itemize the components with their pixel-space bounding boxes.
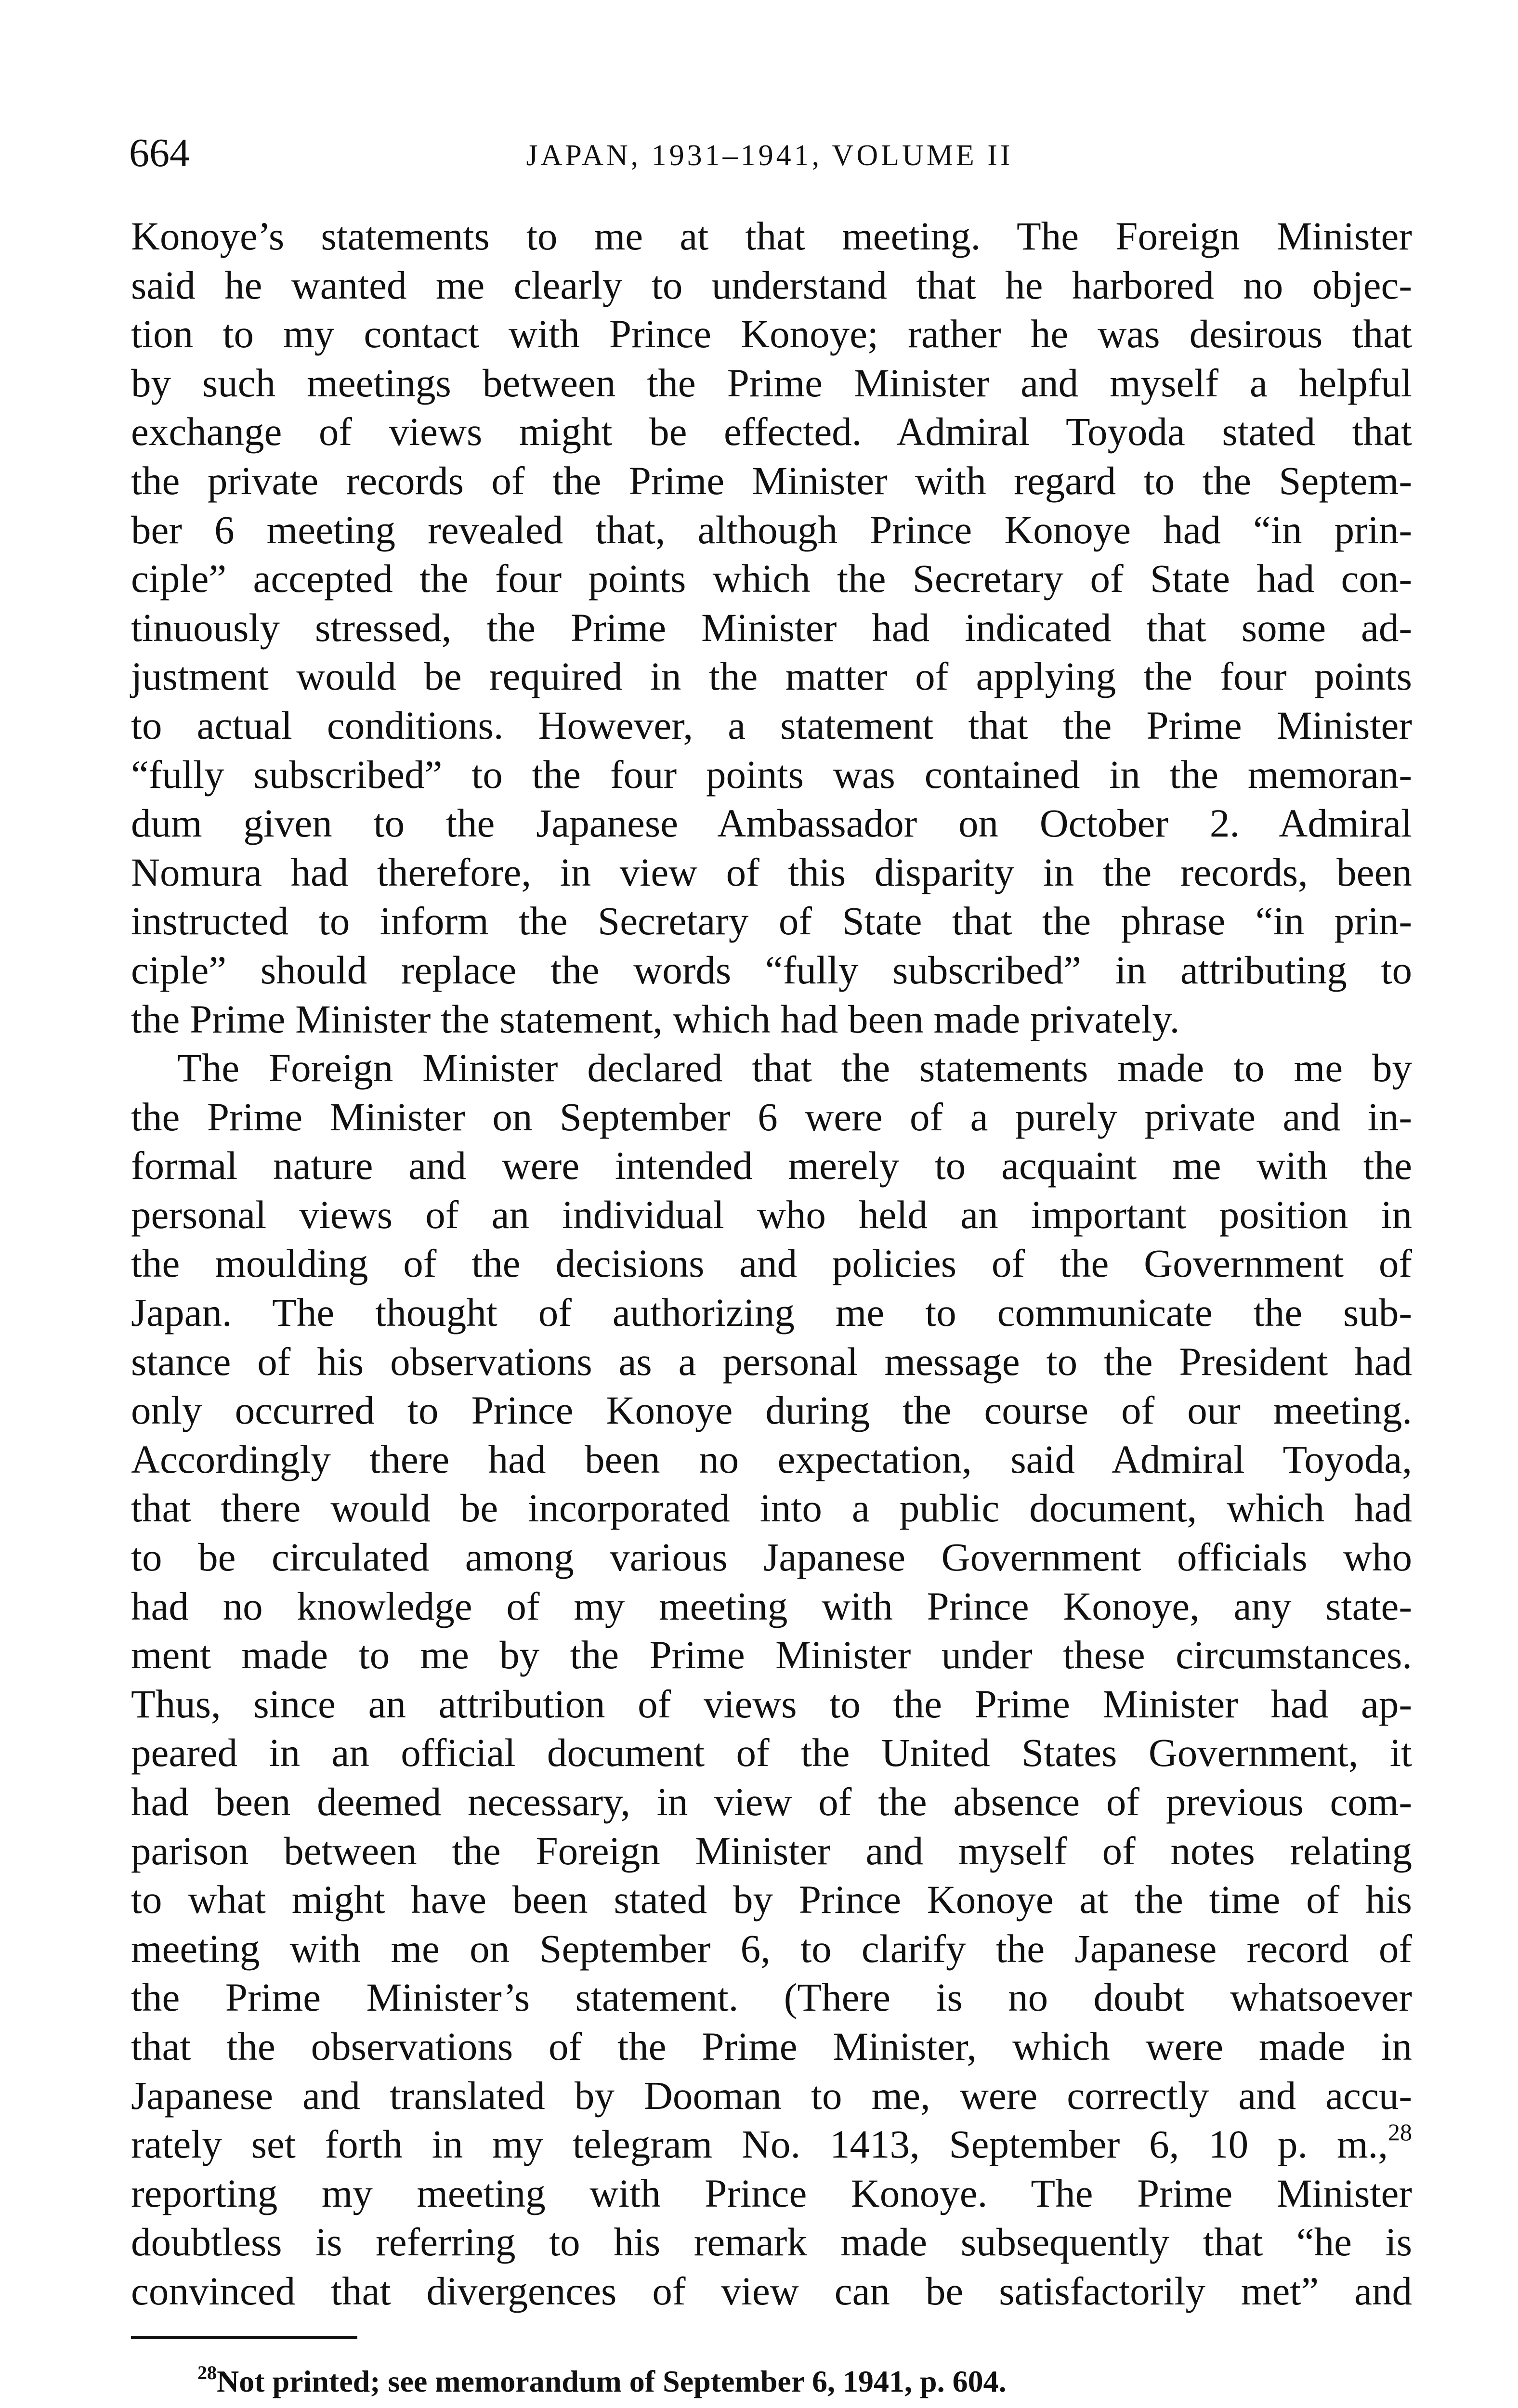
text-line-with-footnote-ref [131, 2120, 1412, 2169]
text-line: stance of his observations as a personal message to the President had [131, 1339, 1412, 1384]
text-line: by such meetings between the Prime Minister and myself a helpful [131, 360, 1412, 405]
text-line: to what might have been stated by Prince Konoye at the time of his [131, 1877, 1412, 1922]
text-line: Accordingly there had been no expectation, said Admiral Toyoda, [131, 1437, 1412, 1481]
text-line: Japan. The thought of authorizing me to communicate the sub- [131, 1290, 1412, 1335]
text-line: to be circulated among various Japanese Government officials who [131, 1535, 1412, 1580]
text-line: said he wanted me clearly to understand that he harbored no objec- [131, 262, 1412, 307]
text-line: the moulding of the decisions and policies of the Government of [131, 1241, 1412, 1286]
body-text [131, 212, 1412, 2316]
text-line: exchange of views might be effected. Admiral Toyoda stated that [131, 409, 1412, 454]
text-line: reporting my meeting with Prince Konoye. The Prime Minister [131, 2171, 1412, 2215]
footnote-rule [131, 2336, 357, 2339]
text-line: had no knowledge of my meeting with Prince Konoye, any state- [131, 1584, 1412, 1628]
footnote-number: 28 [197, 2362, 217, 2383]
text-line: rately set forth in my telegram No. 1413, September 6, 10 p. m., [131, 2122, 1388, 2167]
text-line: doubtless is referring to his remark made subsequently that “he is [131, 2220, 1412, 2264]
footnote-text: Not printed; see memorandum of September 6, 1941, p. 604. [217, 2364, 1007, 2398]
running-head: JAPAN, 1931–1941, VOLUME II [526, 139, 1013, 172]
footnote-reference: 28 [1388, 2119, 1412, 2146]
text-line: personal views of an individual who held an important position in [131, 1192, 1412, 1237]
text-line: peared in an official document of the United States Government, it [131, 1730, 1412, 1775]
text-line: parison between the Foreign Minister and myself of notes relating [131, 1828, 1412, 1873]
text-line: Japanese and translated by Dooman to me, were correctly and accu- [131, 2073, 1412, 2118]
text-line: that the observations of the Prime Minister, which were made in [131, 2024, 1412, 2068]
text-line: justment would be required in the matter of applying the four points [131, 654, 1412, 699]
text-line: ciple” accepted the four points which the Secretary of State had con- [131, 556, 1412, 601]
text-line: ment made to me by the Prime Minister under these circumstances. [131, 1633, 1412, 1677]
text-line: the Prime Minister on September 6 were of a purely private and in- [131, 1094, 1412, 1139]
text-line: instructed to inform the Secretary of State that the phrase “in prin- [131, 899, 1412, 943]
text-line: Konoye’s statements to me at that meeting. The Foreign Minister [131, 214, 1412, 258]
text-line: the Prime Minister the statement, which had been made privately. [131, 996, 1180, 1041]
text-line: meeting with me on September 6, to clarify the Japanese record of [131, 1926, 1412, 1971]
footnote [197, 2362, 1007, 2401]
text-line: The Foreign Minister declared that the statements made to me by [177, 1046, 1412, 1090]
text-line: tinuously stressed, the Prime Minister had indicated that some ad- [131, 605, 1412, 650]
paragraph-1 [131, 212, 1412, 1044]
text-line: convinced that divergences of view can be satisfactorily met” and [131, 2268, 1412, 2313]
text-line: the Prime Minister’s statement. (There is no doubt whatsoever [131, 1975, 1412, 2020]
text-line: dum given to the Japanese Ambassador on October 2. Admiral [131, 801, 1412, 846]
text-line: to actual conditions. However, a statement that the Prime Minister [131, 703, 1412, 747]
text-line: Nomura had therefore, in view of this disparity in the records, been [131, 850, 1412, 894]
text-line: the private records of the Prime Minister with regard to the Septem- [131, 458, 1412, 503]
text-line: ber 6 meeting revealed that, although Prince Konoye had “in prin- [131, 507, 1412, 552]
text-line: ciple” should replace the words “fully subscribed” in attributing to [131, 947, 1412, 992]
text-line: “fully subscribed” to the four points was contained in the memoran- [131, 752, 1412, 797]
text-line: tion to my contact with Prince Konoye; rather he was desirous that [131, 312, 1412, 356]
page-header [129, 129, 1410, 182]
paragraph-2 [131, 1044, 1412, 2316]
text-line: formal nature and were intended merely to acquaint me with the [131, 1143, 1412, 1188]
page-number: 664 [129, 131, 190, 175]
text-line: only occurred to Prince Konoye during the course of our meeting. [131, 1388, 1412, 1433]
text-line: that there would be incorporated into a public document, which had [131, 1486, 1412, 1531]
text-line: had been deemed necessary, in view of the absence of previous com- [131, 1780, 1412, 1824]
text-line: Thus, since an attribution of views to the Prime Minister had ap- [131, 1681, 1412, 1726]
